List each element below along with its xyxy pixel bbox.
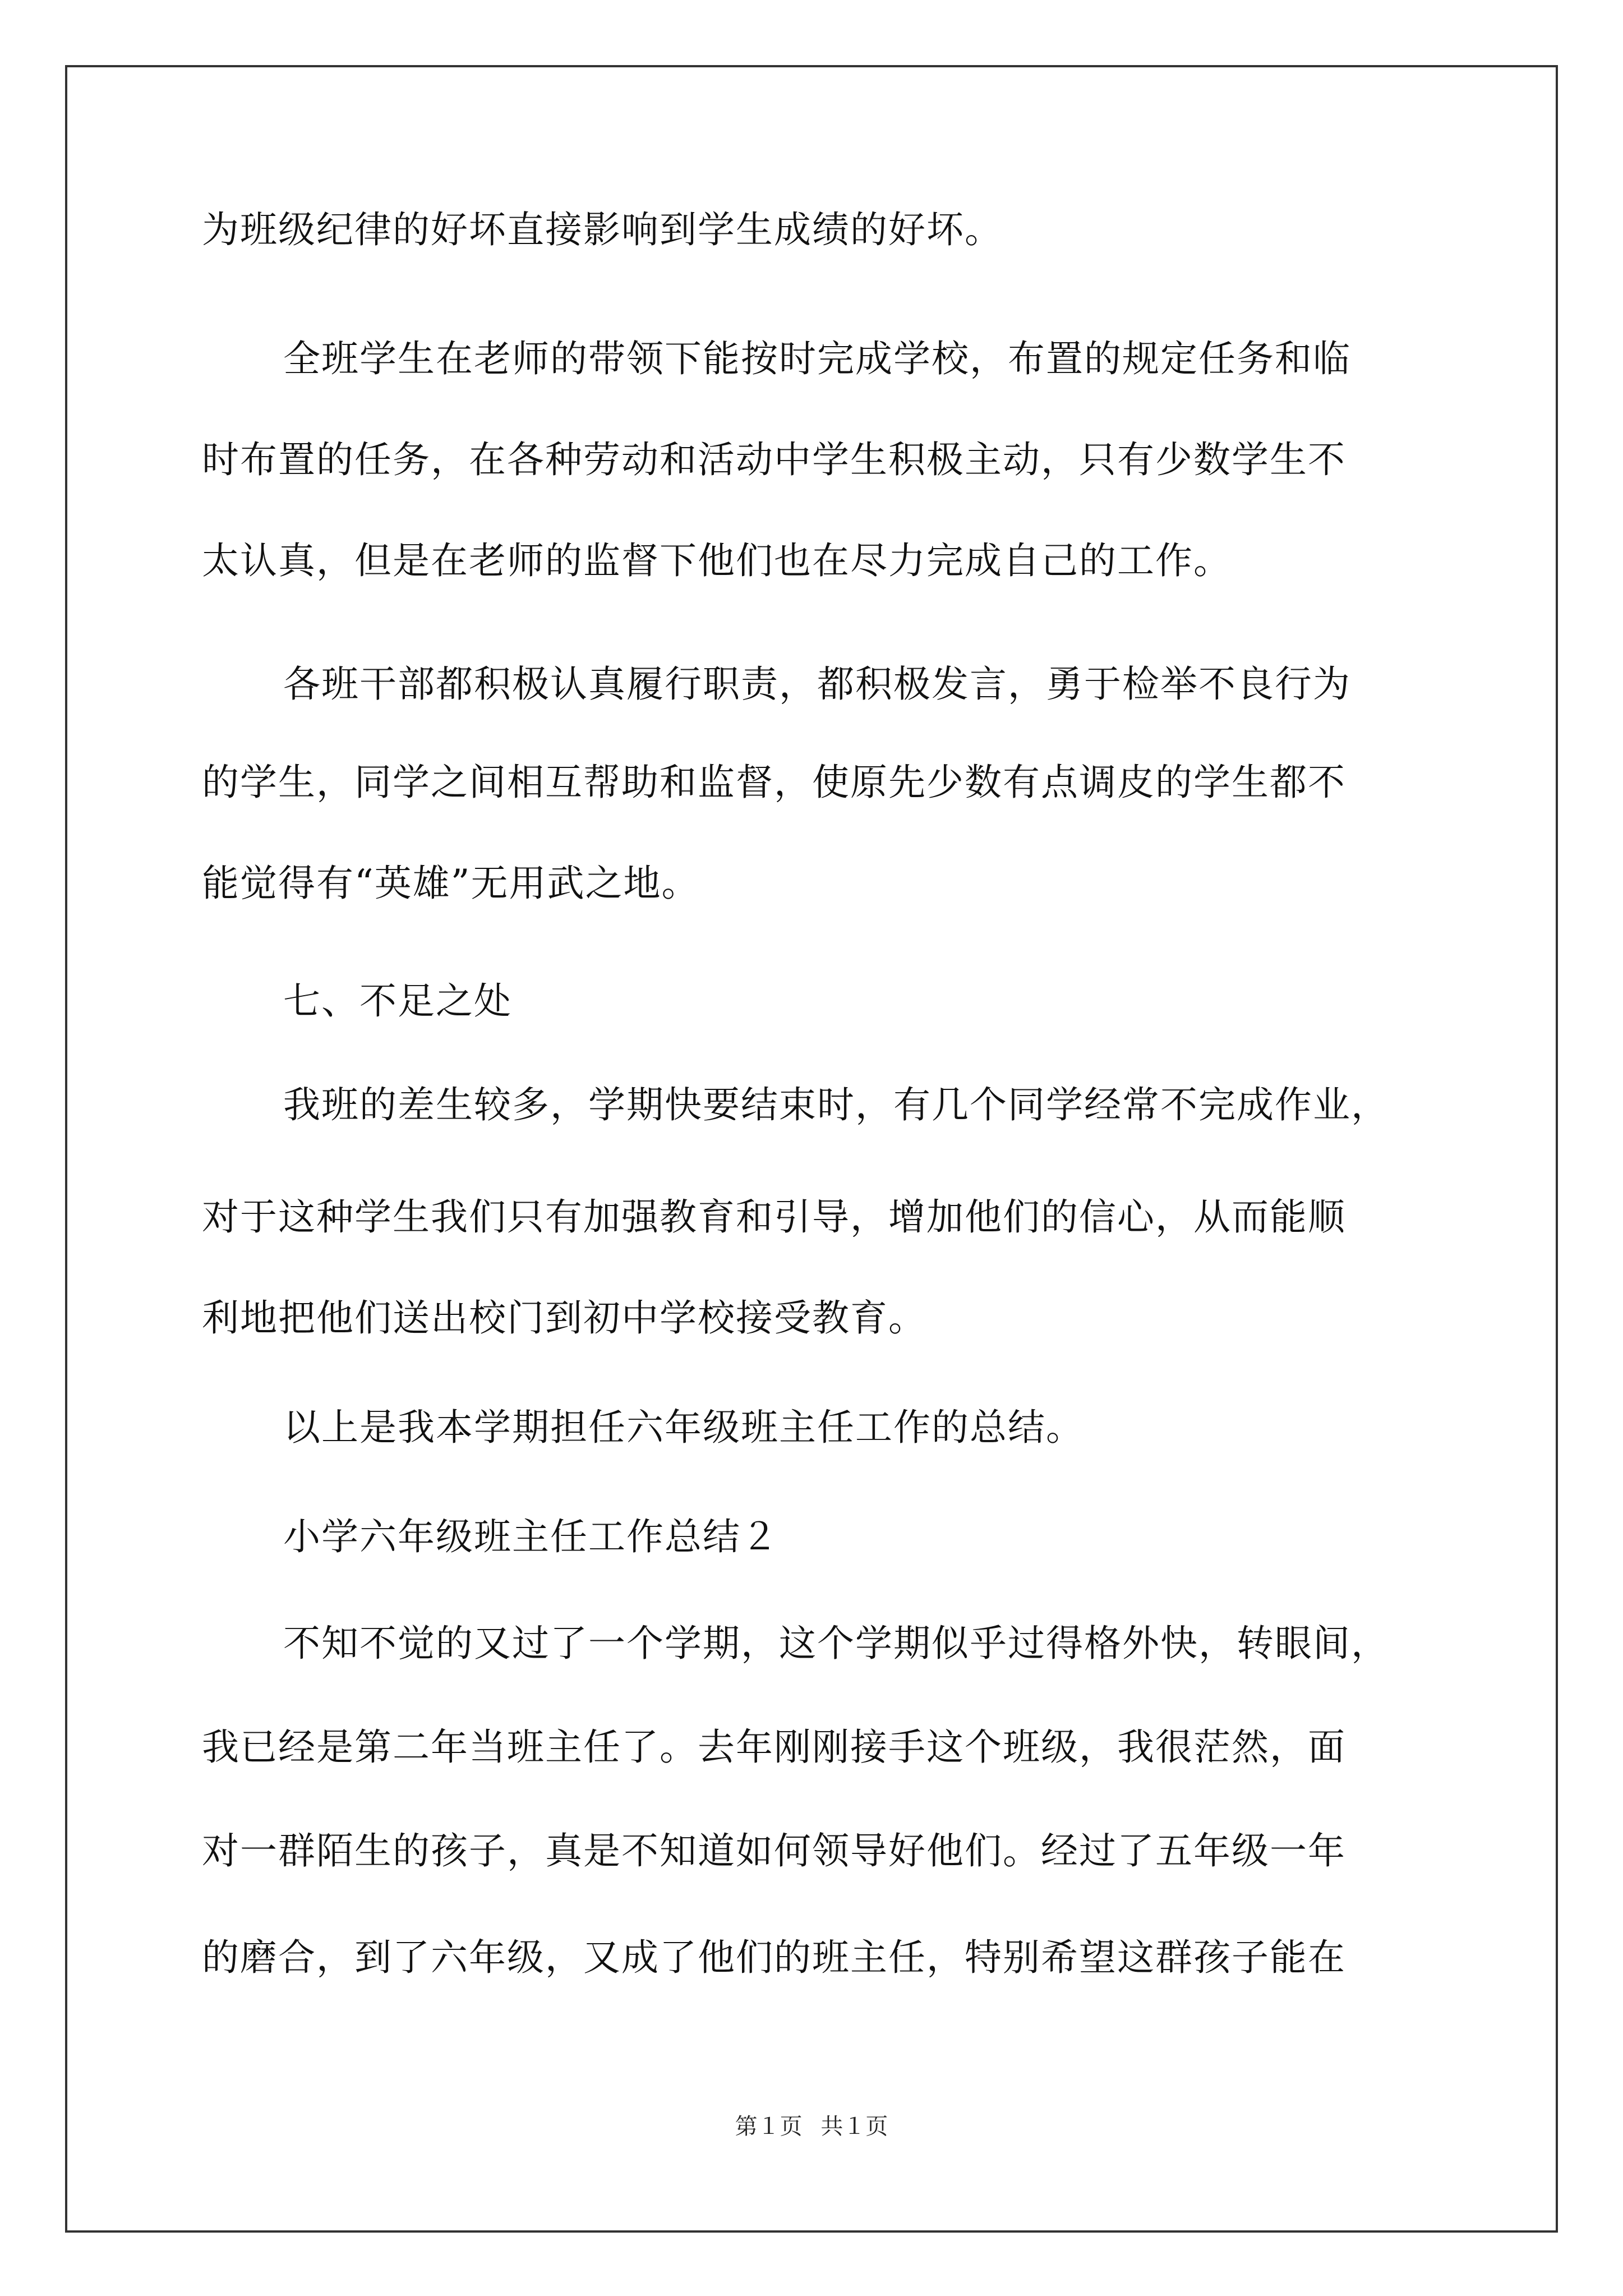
- text-line: 太认真，但是在老师的监督下他们也在尽力完成自己的工作。: [202, 539, 1232, 582]
- text-line: 的学生，同学之间相互帮助和监督，使原先少数有点调皮的学生都不: [202, 761, 1346, 804]
- text-line: 各班干部都积极认真履行职责，都积极发言，勇于检举不良行为: [283, 662, 1351, 706]
- page-border: [65, 65, 1558, 2233]
- text-line: 为班级纪律的好坏直接影响到学生成绩的好坏。: [202, 208, 1003, 251]
- text-line: 对一群陌生的孩子，真是不知道如何领导好他们。经过了五年级一年: [202, 1829, 1346, 1872]
- text-line: 对于这种学生我们只有加强教育和引导，增加他们的信心，从而能顺: [202, 1195, 1346, 1239]
- page-total: 共１页: [820, 2114, 888, 2139]
- text-line: 利地把他们送出校门到初中学校接受教育。: [202, 1296, 926, 1340]
- text-line: 不知不觉的又过了一个学期，这个学期似乎过得格外快，转眼间，: [283, 1622, 1389, 1665]
- section-heading: 七、不足之处: [283, 979, 512, 1023]
- text-line: 以上是我本学期担任六年级班主任工作的总结。: [283, 1406, 1084, 1449]
- text-line: 我已经是第二年当班主任了。去年刚刚接手这个班级，我很茫然，面: [202, 1726, 1346, 1769]
- text-line: 我班的差生较多，学期快要结束时，有几个同学经常不完成作业，: [283, 1083, 1389, 1126]
- page-number: 第１页: [735, 2114, 803, 2139]
- text-line: 能觉得有“英雄”无用武之地。: [202, 862, 700, 905]
- text-line: 时布置的任务，在各种劳动和活动中学生积极主动，只有少数学生不: [202, 438, 1346, 481]
- text-line: 的磨合，到了六年级，又成了他们的班主任，特别希望这群孩子能在: [202, 1936, 1346, 1979]
- text-line: 全班学生在老师的带领下能按时完成学校，布置的规定任务和临: [283, 337, 1351, 380]
- section-heading: 小学六年级班主任工作总结２: [283, 1515, 779, 1558]
- page-footer: [0, 2113, 1623, 2141]
